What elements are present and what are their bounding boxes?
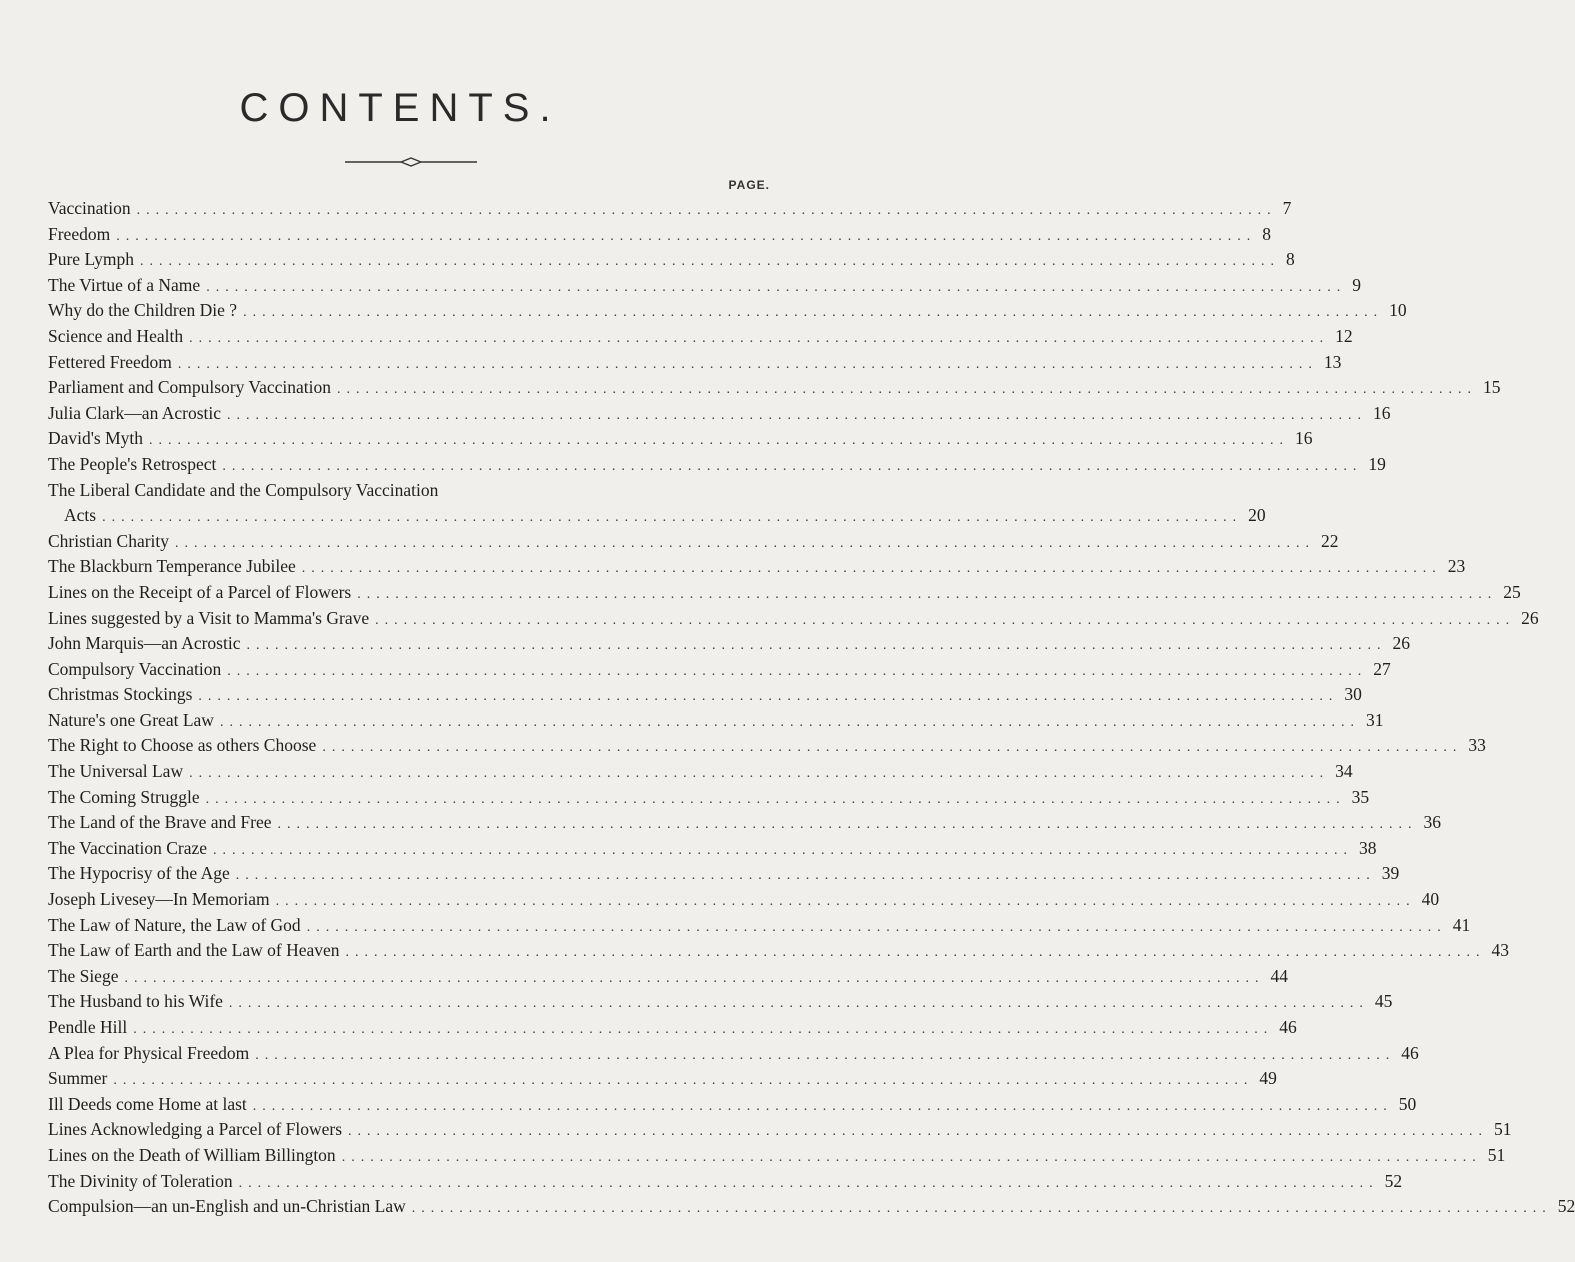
contents-entry [48, 580, 1521, 606]
dot-leader: ........................................................................................................................ [136, 203, 1277, 218]
entry-title: Vaccination [48, 198, 131, 218]
contents-entry [48, 298, 1407, 324]
dot-leader: ........................................................................................................................ [243, 305, 1384, 321]
entry-title: Christmas Stockings [48, 684, 193, 705]
dot-leader: ........................................................................................................................ [113, 1073, 1254, 1089]
contents-entry [48, 1092, 1417, 1118]
entry-page-number: 50 [1398, 1093, 1417, 1114]
entry-page-number: 41 [1452, 914, 1471, 935]
dot-leader: ........................................................................................................................ [222, 458, 1363, 474]
entry-title: Compulsion—an un-English and un-Christian Law [48, 1196, 406, 1217]
entry-page-number: 33 [1468, 735, 1486, 756]
contents-entry [48, 759, 1353, 785]
entry-page-number: 13 [1323, 351, 1342, 372]
entry-page-number: 40 [1421, 889, 1440, 910]
contents-entry [48, 401, 1391, 427]
dot-leader: ........................................................................................................................ [227, 663, 1368, 679]
entry-page-number: 16 [1373, 402, 1391, 423]
contents-entry [48, 708, 1384, 734]
dot-leader: ........................................................................................................................ [275, 894, 1416, 910]
entry-title: The Right to Choose as others Choose [48, 735, 317, 756]
entry-title: The Law of Earth and the Law of Heaven [48, 940, 340, 961]
entry-page-number: 16 [1295, 428, 1313, 449]
contents-entry [48, 938, 1510, 964]
contents-entry [48, 913, 1471, 939]
entry-page-number: 15 [1483, 377, 1501, 398]
dot-leader: ........................................................................................................................ [227, 407, 1368, 423]
entry-page-number: 45 [1374, 991, 1393, 1012]
entry-title: The Hypocrisy of the Age [48, 863, 230, 884]
entry-title: Christian Charity [48, 530, 170, 551]
entry-title: Lines on the Death of William Billington [48, 1144, 336, 1165]
contents-entry [48, 785, 1370, 811]
entry-page-number: 20 [1248, 505, 1266, 526]
contents-entry [48, 631, 1410, 657]
entry-title: The Universal Law [48, 761, 184, 782]
entry-title: The Divinity of Toleration [48, 1170, 233, 1191]
entry-title: Summer [48, 1068, 108, 1089]
dot-leader: ........................................................................................................................ [235, 868, 1376, 884]
dot-leader: ........................................................................................................................ [277, 817, 1418, 833]
entry-title: The Husband to his Wife [48, 991, 223, 1012]
entry-page-number: 46 [1279, 1017, 1297, 1037]
dot-leader: ........................................................................................................................ [198, 689, 1339, 705]
dot-leader: ........................................................................................................................ [189, 766, 1330, 782]
entry-page-number: 38 [1359, 837, 1377, 858]
entry-title: Compulsory Vaccination [48, 658, 222, 679]
dot-leader: ........................................................................................................................ [133, 1022, 1274, 1037]
entry-title: Pendle Hill [48, 1017, 128, 1037]
entry-page-number: 27 [1373, 658, 1391, 679]
entry-page-number: 51 [1494, 1119, 1512, 1140]
dot-leader: ........................................................................................................................ [175, 535, 1316, 551]
dot-leader: ........................................................................................................................ [102, 510, 1243, 526]
contents-entry [48, 222, 1271, 248]
contents-entry [48, 478, 768, 504]
contents-entry [48, 733, 1486, 759]
contents-entry [48, 836, 1377, 862]
entry-page-number: 22 [1321, 530, 1339, 551]
entry-title: The People's Retrospect [48, 453, 217, 474]
contents-entry [48, 682, 1362, 708]
entry-page-number: 25 [1503, 581, 1521, 602]
contents-entry [48, 810, 1442, 836]
entry-title: Lines Acknowledging a Parcel of Flowers [48, 1119, 343, 1140]
dot-leader: ........................................................................................................................ [337, 382, 1478, 398]
dot-leader: ........................................................................................................................ [345, 945, 1486, 961]
entry-title: The Liberal Candidate and the Compulsory Vaccination [48, 479, 439, 500]
entry-title: Joseph Livesey—In Memoriam [48, 889, 270, 910]
page-title: CONTENTS. [239, 86, 561, 130]
dot-leader: ........................................................................................................................ [124, 970, 1265, 986]
entry-page-number: 34 [1335, 761, 1353, 782]
dot-leader: ........................................................................................................................ [255, 1047, 1396, 1063]
contents-entry [48, 503, 1266, 529]
dot-leader: ........................................................................................................................ [341, 1149, 1482, 1165]
dot-leader: ........................................................................................................................ [246, 638, 1387, 654]
entry-title: The Coming Struggle [48, 786, 200, 807]
entry-title: The Siege [48, 965, 119, 986]
dot-leader: ........................................................................................................................ [219, 714, 1360, 730]
entry-page-number: 9 [1352, 274, 1361, 295]
page-column-heading: PAGE. [728, 178, 770, 192]
contents-entry [48, 1041, 1419, 1067]
contents-entry [48, 989, 1393, 1015]
dot-leader: ........................................................................................................................ [252, 1098, 1393, 1114]
entry-page-number: 8 [1286, 249, 1295, 270]
contents-entry [48, 350, 1342, 376]
entry-page-number: 23 [1447, 556, 1466, 577]
dot-leader: ........................................................................................................................ [140, 254, 1281, 270]
contents-entry [48, 657, 1391, 683]
entry-page-number: 7 [1282, 198, 1292, 218]
dot-leader: ........................................................................................................................ [348, 1124, 1489, 1140]
dot-leader: ........................................................................................................................ [238, 1175, 1379, 1191]
entry-page-number: 51 [1487, 1144, 1506, 1165]
entry-title: John Marquis—an Acrostic [48, 633, 241, 654]
dot-leader: ........................................................................................................................ [149, 433, 1290, 449]
contents-entry [48, 606, 1539, 632]
entry-title: Julia Clark—an Acrostic [48, 402, 222, 423]
dot-leader: ........................................................................................................................ [116, 228, 1257, 244]
entry-title: Parliament and Compulsory Vaccination [48, 377, 332, 398]
entry-page-number: 8 [1262, 223, 1271, 244]
entry-title: Acts [64, 505, 97, 526]
ornament-divider [345, 156, 477, 168]
dot-leader: ........................................................................................................................ [189, 330, 1330, 346]
entry-page-number: 35 [1351, 786, 1370, 807]
contents-entry [48, 861, 1400, 887]
entry-page-number: 30 [1344, 684, 1362, 705]
contents-entry [48, 324, 1353, 350]
contents-entry [48, 1015, 1297, 1041]
dot-leader: ........................................................................................................................ [228, 996, 1369, 1012]
contents-entry [48, 554, 1466, 580]
entry-title: David's Myth [48, 428, 144, 449]
contents-entry [48, 529, 1339, 555]
dot-leader: ........................................................................................................................ [213, 842, 1354, 858]
contents-entry [48, 1117, 1512, 1143]
entry-title: Why do the Children Die ? [48, 300, 238, 321]
contents-entry [48, 196, 1292, 222]
entry-title: Freedom [48, 223, 111, 244]
contents-list [48, 196, 1575, 1220]
contents-entry [48, 1066, 1277, 1092]
contents-entry [48, 1143, 1506, 1169]
entry-title: Nature's one Great Law [48, 709, 214, 730]
dot-leader: ........................................................................................................................ [206, 279, 1347, 295]
entry-title: The Blackburn Temperance Jubilee [48, 556, 296, 577]
entry-page-number: 12 [1335, 325, 1353, 346]
entry-title: A Plea for Physical Freedom [48, 1042, 250, 1063]
entry-title: The Vaccination Craze [48, 837, 208, 858]
entry-page-number: 36 [1423, 812, 1442, 833]
entry-page-number: 52 [1384, 1170, 1403, 1191]
contents-entry [48, 247, 1295, 273]
dot-leader: ........................................................................................................................ [301, 561, 1442, 577]
contents-entry [48, 887, 1440, 913]
contents-entry [48, 964, 1288, 990]
dot-leader: ........................................................................................................................ [411, 1201, 1552, 1217]
entry-title: Lines on the Receipt of a Parcel of Flowers [48, 581, 352, 602]
contents-entry [48, 452, 1386, 478]
contents-entry [48, 1169, 1403, 1195]
entry-page-number: 43 [1491, 940, 1510, 961]
entry-page-number: 52 [1557, 1196, 1575, 1217]
contents-entry [48, 1194, 1575, 1220]
dot-leader: ........................................................................................................................ [322, 740, 1463, 756]
entry-page-number: 39 [1381, 863, 1400, 884]
entry-title: The Virtue of a Name [48, 274, 201, 295]
dot-leader: ........................................................................................................................ [177, 356, 1318, 372]
contents-entry [48, 375, 1501, 401]
entry-title: Science and Health [48, 325, 184, 346]
entry-page-number: 26 [1521, 607, 1539, 628]
entry-title: Lines suggested by a Visit to Mamma's Grave [48, 607, 370, 628]
dot-leader: ........................................................................................................................ [357, 586, 1498, 602]
entry-page-number: 19 [1368, 453, 1386, 474]
entry-page-number: 26 [1392, 633, 1410, 654]
contents-entry [48, 426, 1313, 452]
dot-leader: ........................................................................................................................ [306, 919, 1447, 935]
dot-leader: ........................................................................................................................ [205, 791, 1346, 807]
contents-entry [48, 273, 1361, 299]
entry-page-number: 31 [1365, 709, 1384, 730]
entry-page-number: 44 [1270, 965, 1288, 986]
entry-title: The Land of the Brave and Free [48, 812, 272, 833]
entry-page-number: 10 [1389, 300, 1407, 321]
entry-title: The Law of Nature, the Law of God [48, 914, 301, 935]
entry-page-number: 49 [1259, 1068, 1277, 1089]
entry-title: Ill Deeds come Home at last [48, 1093, 247, 1114]
entry-title: Pure Lymph [48, 249, 135, 270]
entry-page-number: 46 [1401, 1042, 1419, 1063]
dot-leader: ........................................................................................................................ [375, 612, 1516, 628]
entry-title: Fettered Freedom [48, 351, 172, 372]
